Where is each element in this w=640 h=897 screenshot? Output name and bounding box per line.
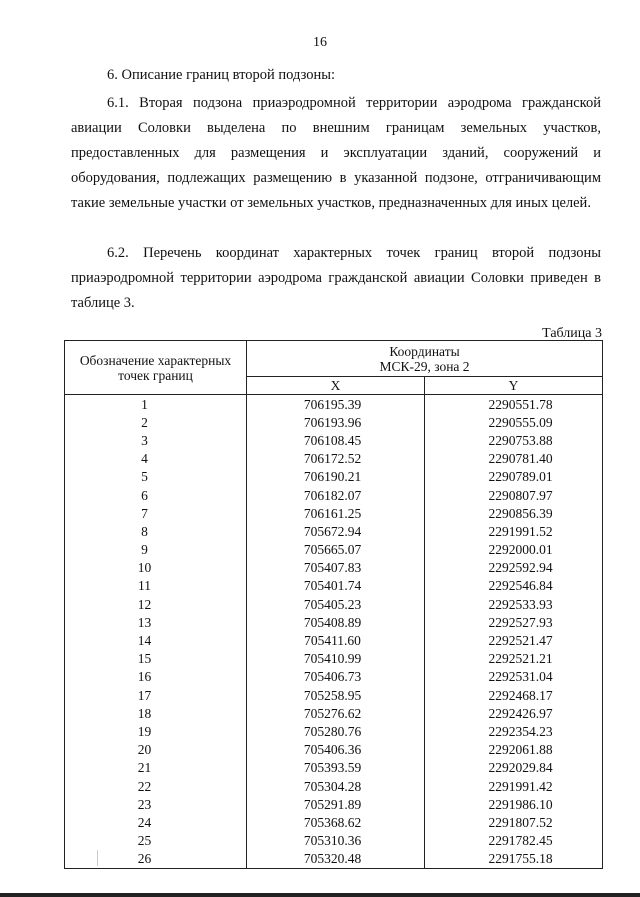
point-number-cell: 18 bbox=[65, 704, 247, 722]
x-coordinate-cell: 705406.73 bbox=[247, 668, 425, 686]
table-row bbox=[65, 759, 603, 777]
point-number-cell: 3 bbox=[65, 431, 247, 449]
point-number-cell: 16 bbox=[65, 668, 247, 686]
x-coordinate-cell: 705291.89 bbox=[247, 795, 425, 813]
point-number-cell: 23 bbox=[65, 795, 247, 813]
point-number-cell: 19 bbox=[65, 722, 247, 740]
y-coordinate-cell: 2292592.94 bbox=[425, 559, 603, 577]
table-row bbox=[65, 650, 603, 668]
point-number-cell: 26 bbox=[65, 850, 247, 869]
y-coordinate-cell: 2291986.10 bbox=[425, 795, 603, 813]
y-coordinate-cell: 2290781.40 bbox=[425, 450, 603, 468]
coordinates-system: МСК-29, зона 2 bbox=[379, 358, 470, 374]
paragraph-6-2: 6.2. Перечень координат характерных точек границ второй подзоны приаэродромной территории аэродрома гражданской авиации Соловки приведен в таблице 3. bbox=[71, 245, 601, 311]
y-coordinate-cell: 2291755.18 bbox=[425, 850, 603, 869]
x-coordinate-cell: 705368.62 bbox=[247, 813, 425, 831]
y-coordinate-cell: 2292061.88 bbox=[425, 741, 603, 759]
paragraph-6-1: 6.1. Вторая подзона приаэродромной территории аэродрома гражданской авиации Соловки выделена по внешним границам земельных участков, предоставленных для размещения и эксплуатации зданий, сооружений и оборудования, подлежащих размещению в указанной подзоне, отграничивающим такие земельные участки от земельных участков, предназначенных для иных целей. bbox=[71, 95, 601, 211]
y-coordinate-cell: 2292521.47 bbox=[425, 631, 603, 649]
y-coordinate-cell: 2290856.39 bbox=[425, 504, 603, 522]
point-number-cell: 22 bbox=[65, 777, 247, 795]
column-header-designation: Обозначение характерных точек границ bbox=[65, 341, 247, 395]
x-coordinate-cell: 705310.36 bbox=[247, 832, 425, 850]
x-coordinate-cell: 705665.07 bbox=[247, 541, 425, 559]
table-row bbox=[65, 613, 603, 631]
table-row bbox=[65, 395, 603, 414]
point-number-cell: 5 bbox=[65, 468, 247, 486]
x-coordinate-cell: 705401.74 bbox=[247, 577, 425, 595]
x-coordinate-cell: 706108.45 bbox=[247, 431, 425, 449]
y-coordinate-cell: 2292546.84 bbox=[425, 577, 603, 595]
point-number-cell: 2 bbox=[65, 413, 247, 431]
y-coordinate-cell: 2291991.42 bbox=[425, 777, 603, 795]
point-number-cell: 6 bbox=[65, 486, 247, 504]
table-row bbox=[65, 722, 603, 740]
table-row bbox=[65, 832, 603, 850]
table-row bbox=[65, 522, 603, 540]
table-row bbox=[65, 559, 603, 577]
point-number-cell: 12 bbox=[65, 595, 247, 613]
scan-mark bbox=[97, 850, 98, 866]
table-row bbox=[65, 577, 603, 595]
table-row bbox=[65, 704, 603, 722]
coordinates-table bbox=[64, 340, 603, 869]
page-number: 16 bbox=[313, 35, 327, 50]
point-number-cell: 17 bbox=[65, 686, 247, 704]
x-coordinate-cell: 705411.60 bbox=[247, 631, 425, 649]
y-coordinate-cell: 2292354.23 bbox=[425, 722, 603, 740]
table-row bbox=[65, 595, 603, 613]
section-heading: 6. Описание границ второй подзоны: bbox=[107, 67, 335, 83]
x-coordinate-cell: 706193.96 bbox=[247, 413, 425, 431]
coordinates-title: Координаты bbox=[389, 343, 460, 359]
point-number-cell: 10 bbox=[65, 559, 247, 577]
table-row bbox=[65, 777, 603, 795]
x-coordinate-cell: 706161.25 bbox=[247, 504, 425, 522]
y-coordinate-cell: 2291807.52 bbox=[425, 813, 603, 831]
x-coordinate-cell: 705320.48 bbox=[247, 850, 425, 869]
table-row bbox=[65, 468, 603, 486]
x-coordinate-cell: 705406.36 bbox=[247, 741, 425, 759]
table-row bbox=[65, 686, 603, 704]
table-row bbox=[65, 795, 603, 813]
point-number-cell: 20 bbox=[65, 741, 247, 759]
point-number-cell: 4 bbox=[65, 450, 247, 468]
y-coordinate-cell: 2292533.93 bbox=[425, 595, 603, 613]
x-coordinate-cell: 705304.28 bbox=[247, 777, 425, 795]
x-coordinate-cell: 705405.23 bbox=[247, 595, 425, 613]
table-row bbox=[65, 741, 603, 759]
x-coordinate-cell: 705258.95 bbox=[247, 686, 425, 704]
x-coordinate-cell: 705410.99 bbox=[247, 650, 425, 668]
table-row bbox=[65, 431, 603, 449]
y-coordinate-cell: 2290551.78 bbox=[425, 395, 603, 414]
y-coordinate-cell: 2290807.97 bbox=[425, 486, 603, 504]
point-number-cell: 15 bbox=[65, 650, 247, 668]
x-coordinate-cell: 706172.52 bbox=[247, 450, 425, 468]
table-row bbox=[65, 413, 603, 431]
y-coordinate-cell: 2292468.17 bbox=[425, 686, 603, 704]
x-coordinate-cell: 705276.62 bbox=[247, 704, 425, 722]
y-coordinate-cell: 2290789.01 bbox=[425, 468, 603, 486]
column-header-x: X bbox=[247, 377, 425, 395]
table-row bbox=[65, 631, 603, 649]
table-caption: Таблица 3 bbox=[542, 326, 602, 341]
point-number-cell: 7 bbox=[65, 504, 247, 522]
x-coordinate-cell: 705408.89 bbox=[247, 613, 425, 631]
point-number-cell: 24 bbox=[65, 813, 247, 831]
point-number-cell: 14 bbox=[65, 631, 247, 649]
column-header-coordinates bbox=[247, 341, 603, 377]
y-coordinate-cell: 2290555.09 bbox=[425, 413, 603, 431]
x-coordinate-cell: 705393.59 bbox=[247, 759, 425, 777]
y-coordinate-cell: 2292531.04 bbox=[425, 668, 603, 686]
table-row bbox=[65, 813, 603, 831]
x-coordinate-cell: 706195.39 bbox=[247, 395, 425, 414]
y-coordinate-cell: 2292527.93 bbox=[425, 613, 603, 631]
table-row bbox=[65, 486, 603, 504]
y-coordinate-cell: 2291782.45 bbox=[425, 832, 603, 850]
y-coordinate-cell: 2292521.21 bbox=[425, 650, 603, 668]
x-coordinate-cell: 706190.21 bbox=[247, 468, 425, 486]
point-number-cell: 9 bbox=[65, 541, 247, 559]
y-coordinate-cell: 2292029.84 bbox=[425, 759, 603, 777]
point-number-cell: 11 bbox=[65, 577, 247, 595]
x-coordinate-cell: 705407.83 bbox=[247, 559, 425, 577]
scan-bottom-edge bbox=[0, 893, 640, 897]
x-coordinate-cell: 706182.07 bbox=[247, 486, 425, 504]
x-coordinate-cell: 705280.76 bbox=[247, 722, 425, 740]
x-coordinate-cell: 705672.94 bbox=[247, 522, 425, 540]
point-number-cell: 13 bbox=[65, 613, 247, 631]
y-coordinate-cell: 2291991.52 bbox=[425, 522, 603, 540]
table-row bbox=[65, 668, 603, 686]
y-coordinate-cell: 2290753.88 bbox=[425, 431, 603, 449]
point-number-cell: 21 bbox=[65, 759, 247, 777]
table-row bbox=[65, 541, 603, 559]
point-number-cell: 1 bbox=[65, 395, 247, 414]
point-number-cell: 25 bbox=[65, 832, 247, 850]
column-header-y: Y bbox=[425, 377, 603, 395]
table-row bbox=[65, 850, 603, 869]
table-row bbox=[65, 450, 603, 468]
table-row bbox=[65, 504, 603, 522]
point-number-cell: 8 bbox=[65, 522, 247, 540]
y-coordinate-cell: 2292426.97 bbox=[425, 704, 603, 722]
y-coordinate-cell: 2292000.01 bbox=[425, 541, 603, 559]
